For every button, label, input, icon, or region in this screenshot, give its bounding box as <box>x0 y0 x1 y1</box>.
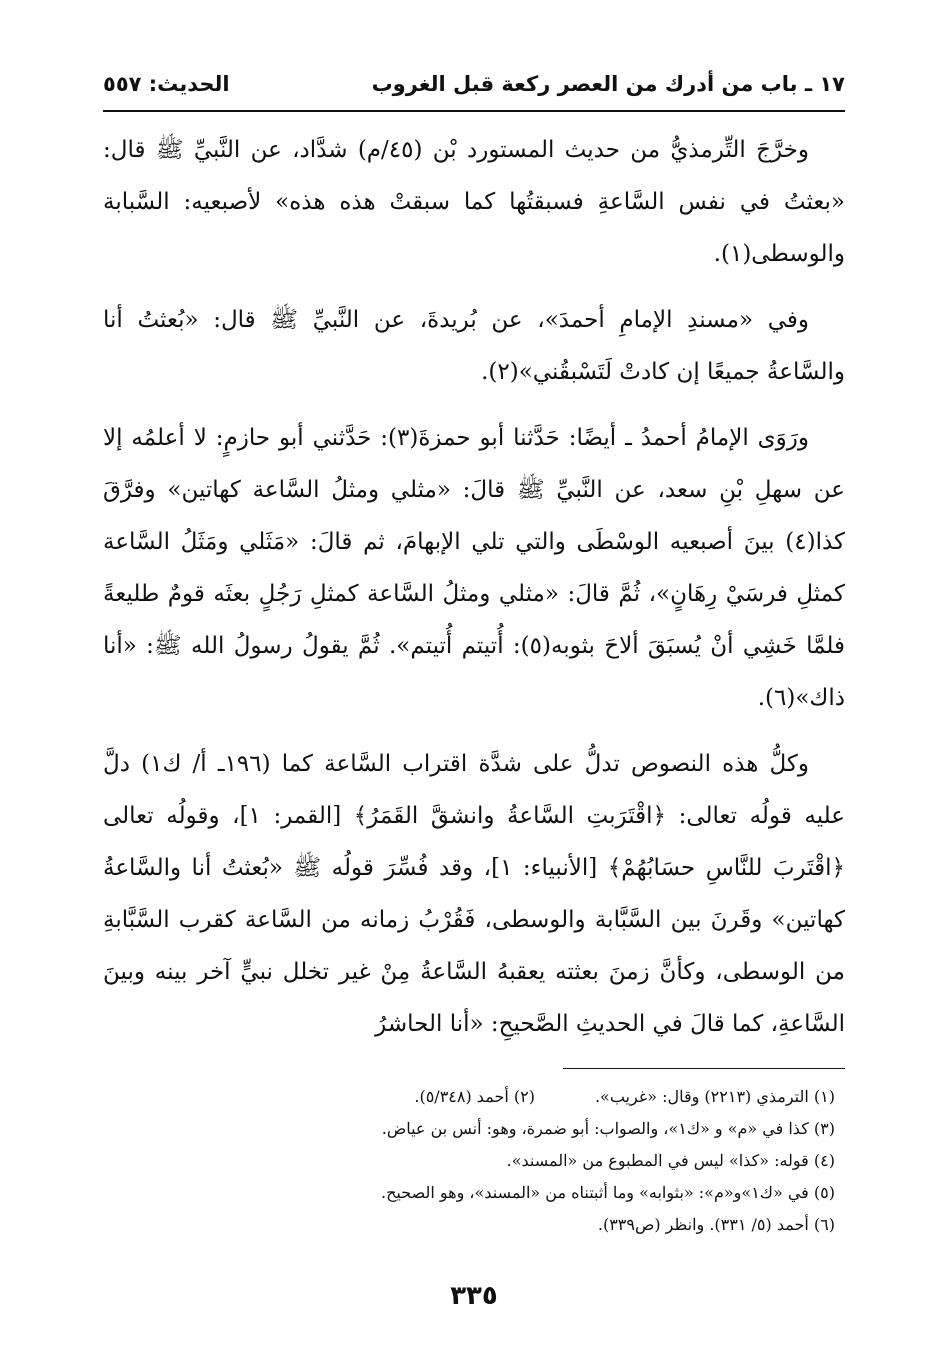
book-page <box>103 66 845 1356</box>
footnote-5: (٥) في «ك١»و«م»: «بثوابه» وما أثبتناه من «المسند»، وهو الصحيح. <box>381 1183 835 1202</box>
footnote-4: (٤) قوله: «كذا» ليس في المطبوع من «المسند». <box>506 1151 835 1170</box>
paragraph: وفي «مسندِ الإمامِ أحمدَ»، عن بُريدةَ، عن النَّبيِّ ﷺ قال: «بُعثتُ أنا والسَّاعةُ جميعًا إن كادتْ لَتَسْبقُني»(٢). <box>103 307 845 385</box>
chapter-title: ١٧ ـ باب من أدرك من العصر ركعة قبل الغروب <box>371 72 845 96</box>
footnote-1: (١) الترمذي (٢٢١٣) وقال: «غريب». <box>594 1087 835 1106</box>
paragraph: ورَوَى الإمامُ أحمدُ ـ أيضًا: حَدَّثنا أبو حمزةَ(٣): حَدَّثني أبو حازمٍ: لا أعلمُه إلا عن سهلِ بْنِ سعد، عن النَّبيِّ ﷺ قالَ: «مثلي ومثلُ السَّاعة كهاتين» وفرَّقَ كذا(٤) بينَ أصبعيه الوسْطَى والتي تلي الإبهامَ، ثم قالَ: «مَثَلي ومَثَلُ السَّاعة كمثلِ فرسَيْ رِهَانٍ»، ثُمَّ قالَ: «مثلي ومثلُ السَّاعة كمثلِ رَجُلٍ بعثَه قومٌ طليعةً فلمَّا خَشِي أنْ يُسبَقَ ألاحَ بثوبه(٥): أُتيتم أُتيتم». ثُمَّ يقولُ رسولُ الله ﷺ: «أنا ذاك»(٦). <box>103 425 845 711</box>
footnote-row <box>103 1081 845 1113</box>
page-number: ٣٣٥ <box>450 1281 498 1311</box>
running-header <box>103 66 845 112</box>
paragraph: وكلُّ هذه النصوص تدلُّ على شدَّة اقتراب السَّاعة كما (١٩٦ـ أ/ ك١) دلَّ عليه قولُه تعالى: ﴿اقْتَرَبتِ السَّاعةُ وانشقَّ القَمَرُ﴾ [القمر: ١]، وقولُه تعالى ﴿اقْتَربَ للنَّاسِ حسَابُهُمْ﴾ [الأنبياء: ١]، وقد فُسِّرَ قولُه ﷺ «بُعثتُ أنا والسَّاعةُ كهاتين» وقَرنَ بين السَّبَّابة والوسطى، فَقُرْبُ زمانه من السَّاعة كقرب السَّبَّابةِ من الوسطى، وكأنَّ زمنَ بعثته يعقبهُ السَّاعةُ مِنْ غير تخلل نبيٍّ آخر بينه وبينَ السَّاعةِ، كما قالَ في الحديثِ الصَّحيحِ: «أنا الحاشرُ <box>103 751 845 1037</box>
main-text <box>103 124 845 1064</box>
footnote-3: (٣) كذا في «م» و «ك١»، والصواب: أبو ضمرة، وهو: أنس بن عياض. <box>381 1119 835 1138</box>
paragraph: وخرَّجَ التِّرمذيُّ من حديث المستورد بْن (٤٥/م) شدَّاد، عن النَّبيِّ ﷺ قال: «بعثتُ في نفس السَّاعةِ فسبقتُها كما سبقتْ هذه هذه» لأصبعيه: السَّبابة والوسطى(١). <box>103 137 845 267</box>
footnote-2: (٢) أحمد (٥/٣٤٨). <box>414 1087 535 1106</box>
footnote-separator <box>563 1068 845 1069</box>
hadith-reference: الحديث: ٥٥٧ <box>103 72 230 96</box>
footnote-6: (٦) أحمد (٥/ ٣٣١). وانظر (ص٣٣٩). <box>597 1215 835 1234</box>
footnotes <box>103 1068 845 1241</box>
